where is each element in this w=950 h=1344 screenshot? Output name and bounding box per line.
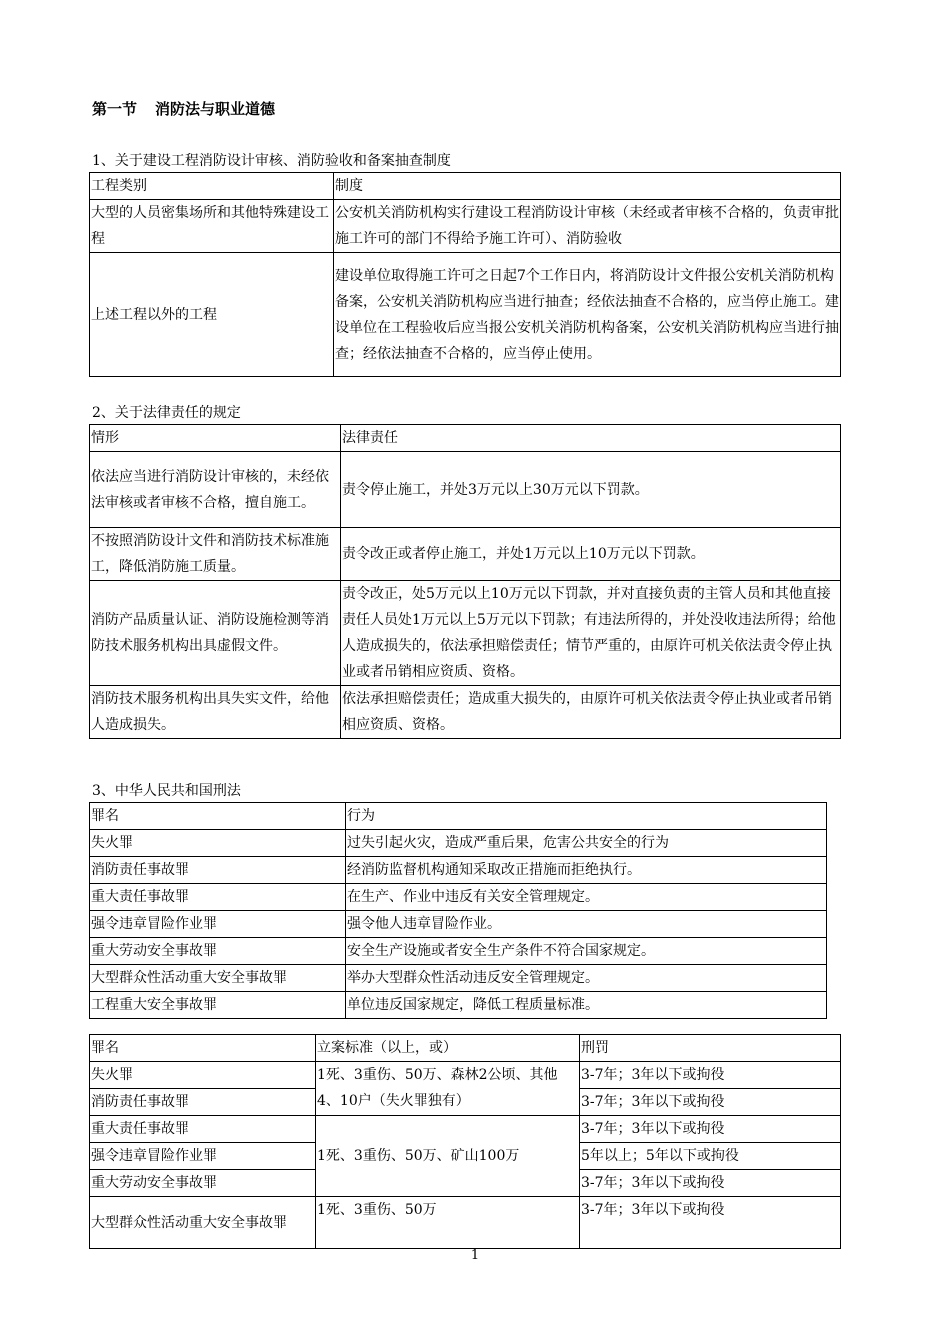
- table-cell: 1死、3重伤、50万: [316, 1197, 580, 1249]
- table-cell: 重大责任事故罪: [90, 884, 346, 911]
- table-cell: 工程重大安全事故罪: [90, 992, 346, 1019]
- table-header: 罪名: [90, 803, 346, 830]
- table-cell: 消防产品质量认证、消防设施检测等消防技术服务机构出具虚假文件。: [90, 581, 341, 686]
- table-cell: 大型群众性活动重大安全事故罪: [90, 1197, 316, 1249]
- table-cell: 3-7年；3年以下或拘役: [580, 1062, 841, 1089]
- table-header: 刑罚: [580, 1035, 841, 1062]
- table-construction-review: [89, 172, 841, 377]
- section1-heading: 1、关于建设工程消防设计审核、消防验收和备案抽查制度: [92, 153, 451, 169]
- table-cell: 责令改正或者停止施工，并处1万元以上10万元以下罚款。: [341, 528, 841, 581]
- table-cell: 建设单位取得施工许可之日起7个工作日内，将消防设计文件报公安机关消防机构备案，公安机关消防机构应当进行抽查；经依法抽查不合格的，应当停止施工。建设单位在工程验收后应当报公安机关消防机构备案，公安机关消防机构应当进行抽查；经依法抽查不合格的，应当停止使用。: [334, 253, 841, 377]
- table-cell: 依法应当进行消防设计审核的，未经依法审核或者审核不合格，擅自施工。: [90, 452, 341, 528]
- table-header: 罪名: [90, 1035, 316, 1062]
- table-cell: 过失引起火灾，造成严重后果，危害公共安全的行为: [346, 830, 827, 857]
- section-text: 消防法与职业道德: [155, 100, 276, 118]
- table-cell: 消防责任事故罪: [90, 857, 346, 884]
- table-cell: 5年以上；5年以下或拘役: [580, 1143, 841, 1170]
- table-cell: 在生产、作业中违反有关安全管理规定。: [346, 884, 827, 911]
- table-cell: 上述工程以外的工程: [90, 253, 334, 377]
- table-cell: 1死、3重伤、50万、矿山100万: [316, 1116, 580, 1197]
- table-cell: 消防责任事故罪: [90, 1089, 316, 1116]
- table-header: 行为: [346, 803, 827, 830]
- table-cell: 责令停止施工，并处3万元以上30万元以下罚款。: [341, 452, 841, 528]
- table-cell: 大型群众性活动重大安全事故罪: [90, 965, 346, 992]
- section3-heading: 3、中华人民共和国刑法: [92, 783, 241, 799]
- table-cell: 大型的人员密集场所和其他特殊建设工程: [90, 200, 334, 253]
- table-cell: 不按照消防设计文件和消防技术标准施工，降低消防施工质量。: [90, 528, 341, 581]
- table-cell: 1死、3重伤、50万、森林2公顷、其他4、10户（失火罪独有）: [316, 1062, 580, 1116]
- section-title: [92, 98, 275, 119]
- section-label: 第一节: [92, 100, 138, 118]
- table-cell: 强令他人违章冒险作业。: [346, 911, 827, 938]
- table-header: 法律责任: [341, 425, 841, 452]
- table-cell: 强令违章冒险作业罪: [90, 1143, 316, 1170]
- table-cell: 重大劳动安全事故罪: [90, 1170, 316, 1197]
- table-cell: 3-7年；3年以下或拘役: [580, 1170, 841, 1197]
- table-filing-standards: [89, 1034, 841, 1249]
- table-cell: 经消防监督机构通知采取改正措施而拒绝执行。: [346, 857, 827, 884]
- table-legal-liability: [89, 424, 841, 739]
- table-header: 制度: [334, 173, 841, 200]
- table-cell: 3-7年；3年以下或拘役: [580, 1197, 841, 1249]
- table-cell: 重大责任事故罪: [90, 1116, 316, 1143]
- table-cell: 失火罪: [90, 1062, 316, 1089]
- table-cell: 安全生产设施或者安全生产条件不符合国家规定。: [346, 938, 827, 965]
- section2-heading: 2、关于法律责任的规定: [92, 405, 241, 421]
- table-criminal-law: [89, 802, 827, 1019]
- table-header: 情形: [90, 425, 341, 452]
- table-cell: 依法承担赔偿责任；造成重大损失的，由原许可机关依法责令停止执业或者吊销相应资质、资格。: [341, 686, 841, 739]
- table-cell: 责令改正，处5万元以上10万元以下罚款，并对直接负责的主管人员和其他直接责任人员处1万元以上5万元以下罚款；有违法所得的，并处没收违法所得；给他人造成损失的，依法承担赔偿责任；情节严重的，由原许可机关依法责令停止执业或者吊销相应资质、资格。: [341, 581, 841, 686]
- table-cell: 3-7年；3年以下或拘役: [580, 1089, 841, 1116]
- table-cell: 强令违章冒险作业罪: [90, 911, 346, 938]
- table-cell: 3-7年；3年以下或拘役: [580, 1116, 841, 1143]
- table-cell: 消防技术服务机构出具失实文件，给他人造成损失。: [90, 686, 341, 739]
- table-cell: 举办大型群众性活动违反安全管理规定。: [346, 965, 827, 992]
- table-header: 立案标准（以上，或）: [316, 1035, 580, 1062]
- table-cell: 重大劳动安全事故罪: [90, 938, 346, 965]
- table-cell: 失火罪: [90, 830, 346, 857]
- page-number: 1: [470, 1248, 480, 1263]
- table-cell: 单位违反国家规定，降低工程质量标准。: [346, 992, 827, 1019]
- table-header: 工程类别: [90, 173, 334, 200]
- table-cell: 公安机关消防机构实行建设工程消防设计审核（未经或者审核不合格的，负责审批施工许可的部门不得给予施工许可）、消防验收: [334, 200, 841, 253]
